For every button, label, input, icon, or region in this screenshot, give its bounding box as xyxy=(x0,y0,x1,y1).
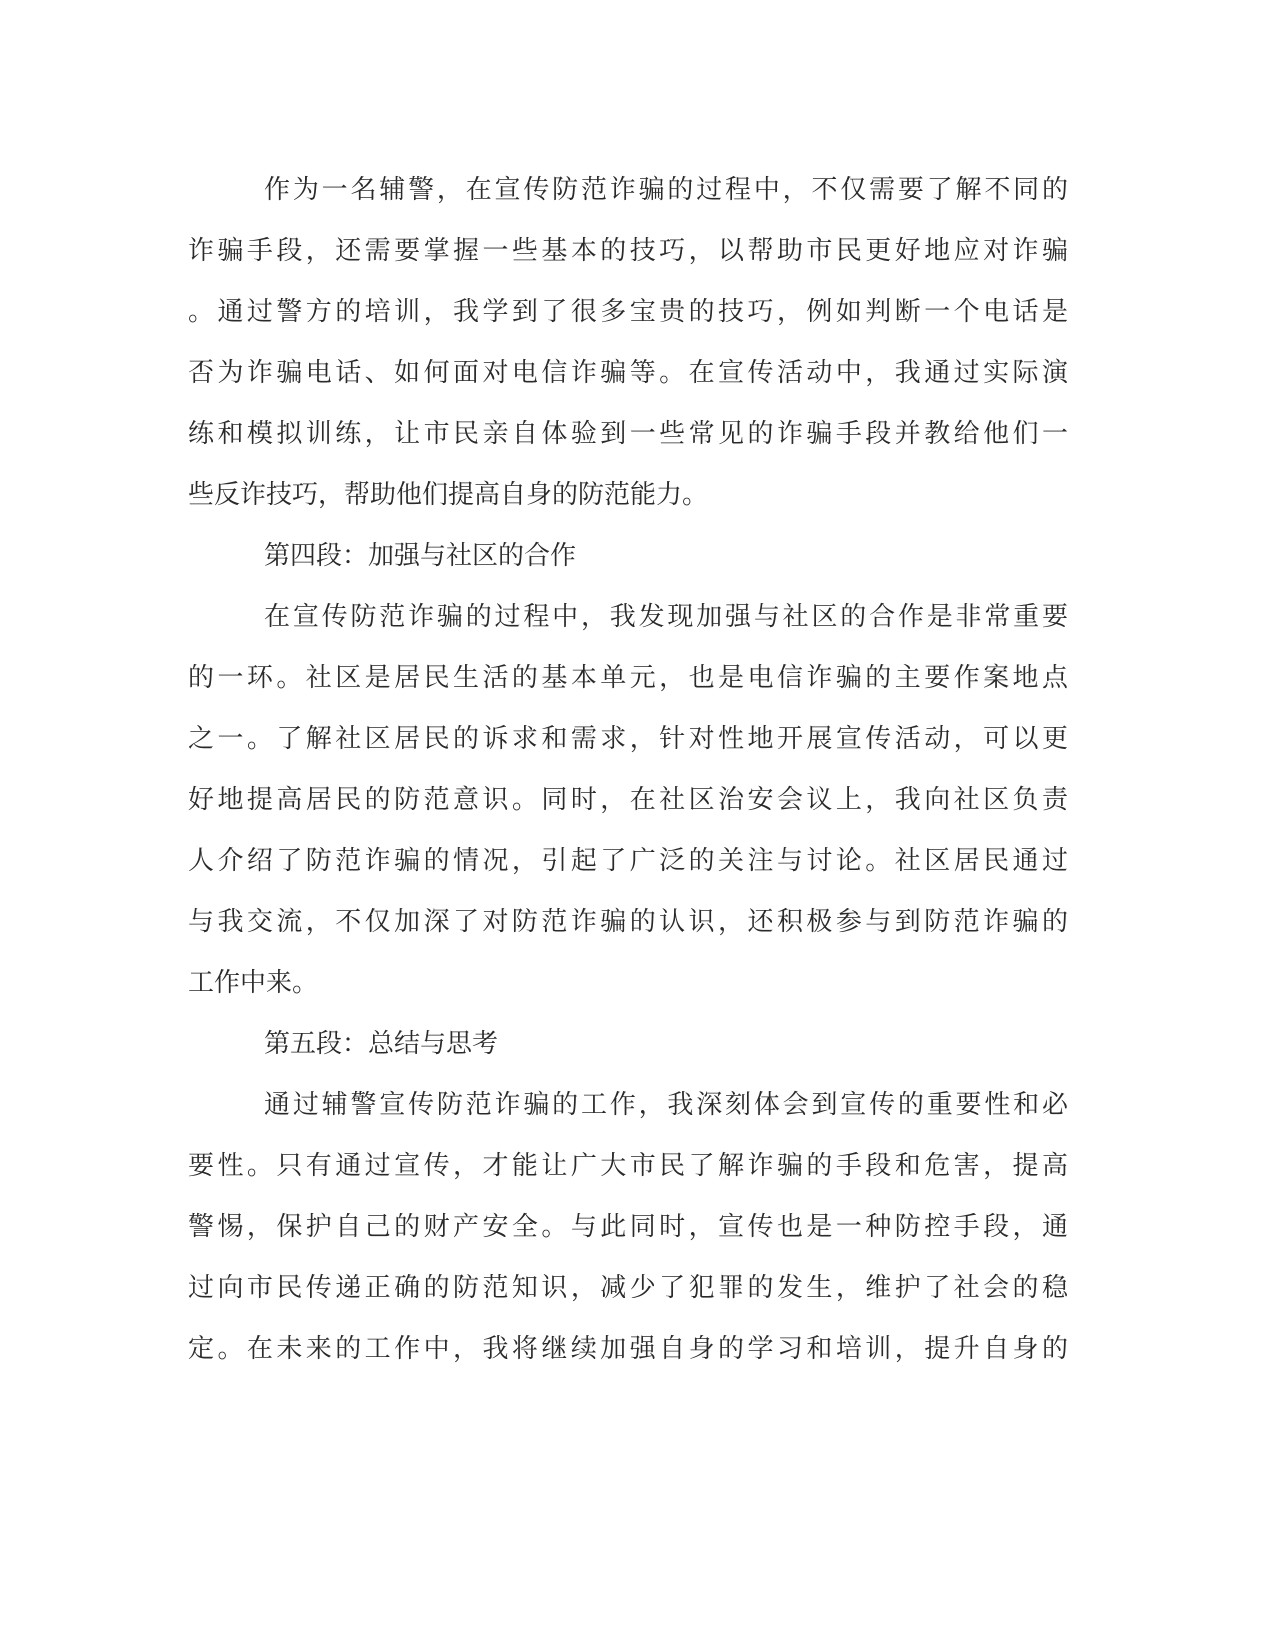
text-line: 作为一名辅警，在宣传防范诈骗的过程中，不仅需要了解不同的 xyxy=(264,175,1068,205)
text-line: 之一。了解社区居民的诉求和需求，针对性地开展宣传活动，可以更 xyxy=(188,724,1068,754)
text-line: 。通过警方的培训，我学到了很多宝贵的技巧，例如判断一个电话是 xyxy=(188,297,1068,327)
section-heading-5: 第五段：总结与思考 xyxy=(264,1029,499,1059)
text-line: 好地提高居民的防范意识。同时，在社区治安会议上，我向社区负责 xyxy=(188,785,1068,815)
paragraph-anti-fraud-skills xyxy=(188,160,1068,526)
text-line: 的一环。社区是居民生活的基本单元，也是电信诈骗的主要作案地点 xyxy=(188,663,1068,693)
paragraph-community-cooperation xyxy=(188,587,1068,1014)
text-line: 警惕，保护自己的财产安全。与此同时，宣传也是一种防控手段，通 xyxy=(188,1212,1068,1242)
text-line: 否为诈骗电话、如何面对电信诈骗等。在宣传活动中，我通过实际演 xyxy=(188,358,1068,388)
text-line: 与我交流，不仅加深了对防范诈骗的认识，还积极参与到防范诈骗的 xyxy=(188,907,1068,937)
text-line: 些反诈技巧，帮助他们提高自身的防范能力。 xyxy=(188,480,709,510)
text-line: 要性。只有通过宣传，才能让广大市民了解诈骗的手段和危害，提高 xyxy=(188,1151,1068,1181)
section-heading-4: 第四段：加强与社区的合作 xyxy=(264,541,577,571)
text-line: 在宣传防范诈骗的过程中，我发现加强与社区的合作是非常重要 xyxy=(264,602,1068,632)
text-line: 定。在未来的工作中，我将继续加强自身的学习和培训，提升自身的 xyxy=(188,1334,1068,1364)
paragraph-summary-reflection xyxy=(188,1075,1068,1380)
document-body xyxy=(188,160,1068,1380)
text-line: 人介绍了防范诈骗的情况，引起了广泛的关注与讨论。社区居民通过 xyxy=(188,846,1068,876)
text-line: 诈骗手段，还需要掌握一些基本的技巧，以帮助市民更好地应对诈骗 xyxy=(188,236,1068,266)
text-line: 工作中来。 xyxy=(188,968,319,998)
text-line: 通过辅警宣传防范诈骗的工作，我深刻体会到宣传的重要性和必 xyxy=(264,1090,1068,1120)
text-line: 过向市民传递正确的防范知识，减少了犯罪的发生，维护了社会的稳 xyxy=(188,1273,1068,1303)
text-line: 练和模拟训练，让市民亲自体验到一些常见的诈骗手段并教给他们一 xyxy=(188,419,1068,449)
